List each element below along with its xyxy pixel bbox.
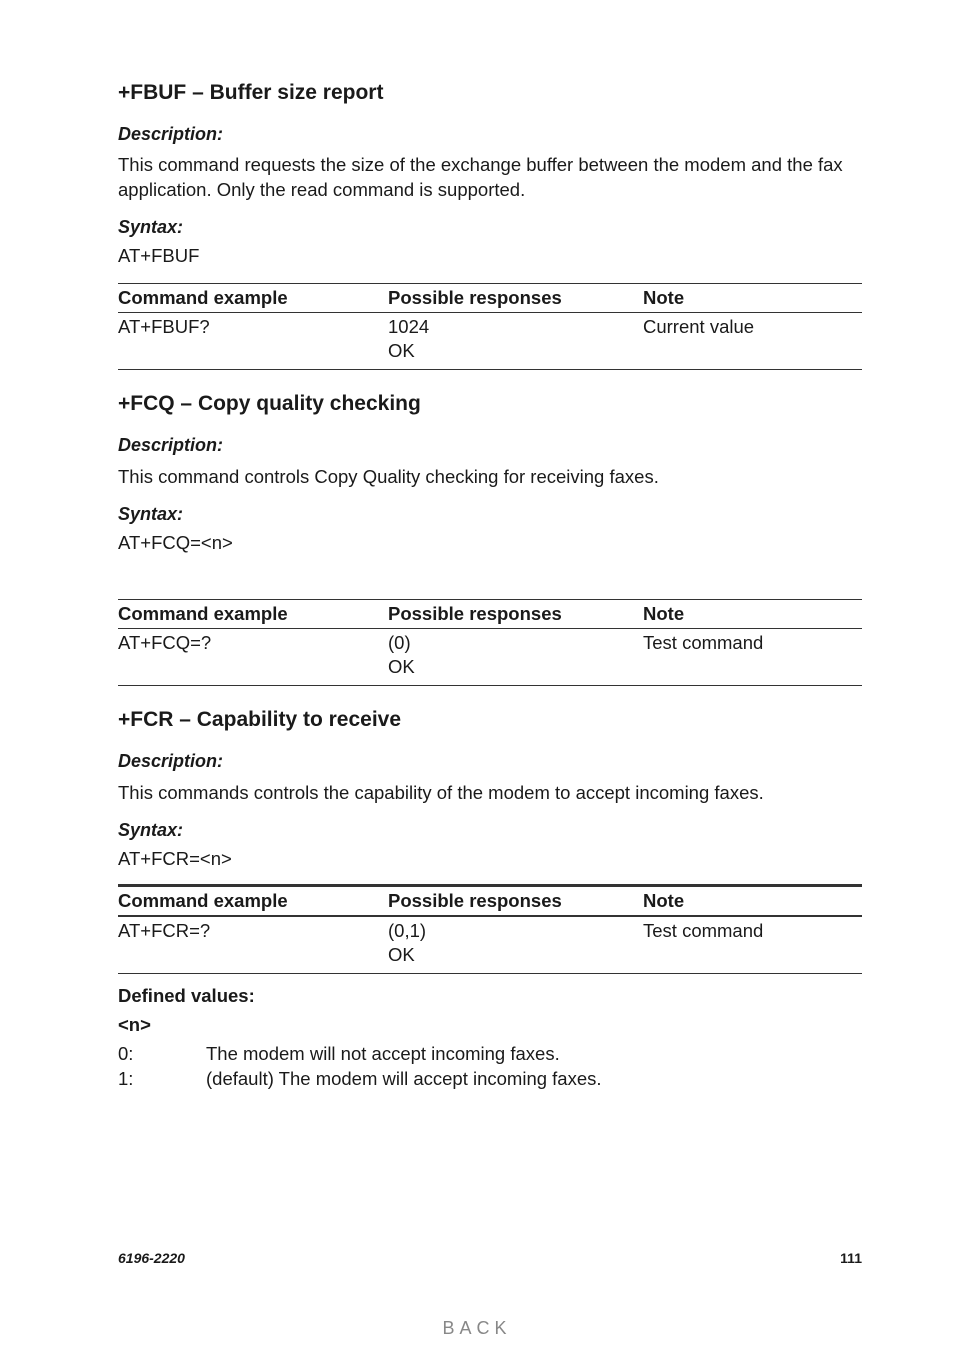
table-row	[118, 629, 862, 686]
syntax-text: AT+FCR=<n>	[118, 848, 232, 869]
command-table-fcq	[118, 599, 862, 686]
description-text: This command controls Copy Quality checking for receiving faxes.	[118, 466, 659, 487]
table-cell-response	[388, 313, 643, 370]
response-line: 1024	[388, 316, 430, 337]
value-key: 1:	[118, 1068, 134, 1089]
table-header: Possible responses	[388, 284, 643, 313]
response-line: OK	[388, 340, 415, 361]
description-text: This commands controls the capability of the modem to accept incoming faxes.	[118, 782, 764, 803]
syntax-label: Syntax:	[118, 820, 184, 840]
table-header: Possible responses	[388, 600, 643, 629]
description-label: Description:	[118, 751, 224, 771]
table-row	[118, 313, 862, 370]
section-title-fbuf: +FBUF – Buffer size report	[118, 81, 384, 104]
table-header: Command example	[118, 284, 388, 313]
syntax-label: Syntax:	[118, 504, 184, 524]
syntax-text: AT+FCQ=<n>	[118, 532, 233, 553]
table-cell-command: AT+FCQ=?	[118, 632, 212, 653]
table-cell-note: Test command	[643, 920, 764, 941]
response-line: OK	[388, 656, 415, 677]
back-link[interactable]: BACK	[442, 1318, 512, 1338]
table-header: Command example	[118, 886, 388, 917]
description-label: Description:	[118, 124, 224, 144]
value-text: (default) The modem will accept incoming faxes.	[206, 1068, 602, 1089]
table-cell-note: Current value	[643, 316, 755, 337]
table-cell-response	[388, 629, 643, 686]
syntax-text: AT+FBUF	[118, 245, 200, 266]
table-header: Note	[643, 886, 862, 917]
table-row	[118, 916, 862, 974]
document-number: 6196-2220	[118, 1250, 185, 1266]
table-cell-response	[388, 916, 643, 974]
response-line: (0,1)	[388, 920, 427, 941]
table-header: Note	[643, 284, 862, 313]
syntax-label: Syntax:	[118, 217, 184, 237]
command-table-fcr	[118, 884, 862, 974]
table-header: Possible responses	[388, 886, 643, 917]
table-cell-note: Test command	[643, 632, 764, 653]
table-cell-command: AT+FBUF?	[118, 316, 210, 337]
defined-value-row	[118, 1068, 602, 1090]
response-line: OK	[388, 944, 415, 965]
command-table-fbuf	[118, 283, 862, 370]
defined-value-row	[118, 1043, 560, 1065]
table-cell-command: AT+FCR=?	[118, 920, 211, 941]
section-title-fcr: +FCR – Capability to receive	[118, 708, 402, 731]
parameter-name: <n>	[118, 1014, 151, 1035]
page-number: 111	[840, 1250, 862, 1266]
value-text: The modem will not accept incoming faxes.	[206, 1043, 560, 1064]
section-title-fcq: +FCQ – Copy quality checking	[118, 392, 421, 415]
description-text: This command requests the size of the exchange buffer between the modem and the fax application. Only the read command is supported.	[118, 154, 843, 200]
table-header: Command example	[118, 600, 388, 629]
description-label: Description:	[118, 435, 224, 455]
value-key: 0:	[118, 1043, 134, 1064]
response-line: (0)	[388, 632, 411, 653]
defined-values-label: Defined values:	[118, 985, 255, 1006]
table-header: Note	[643, 600, 862, 629]
